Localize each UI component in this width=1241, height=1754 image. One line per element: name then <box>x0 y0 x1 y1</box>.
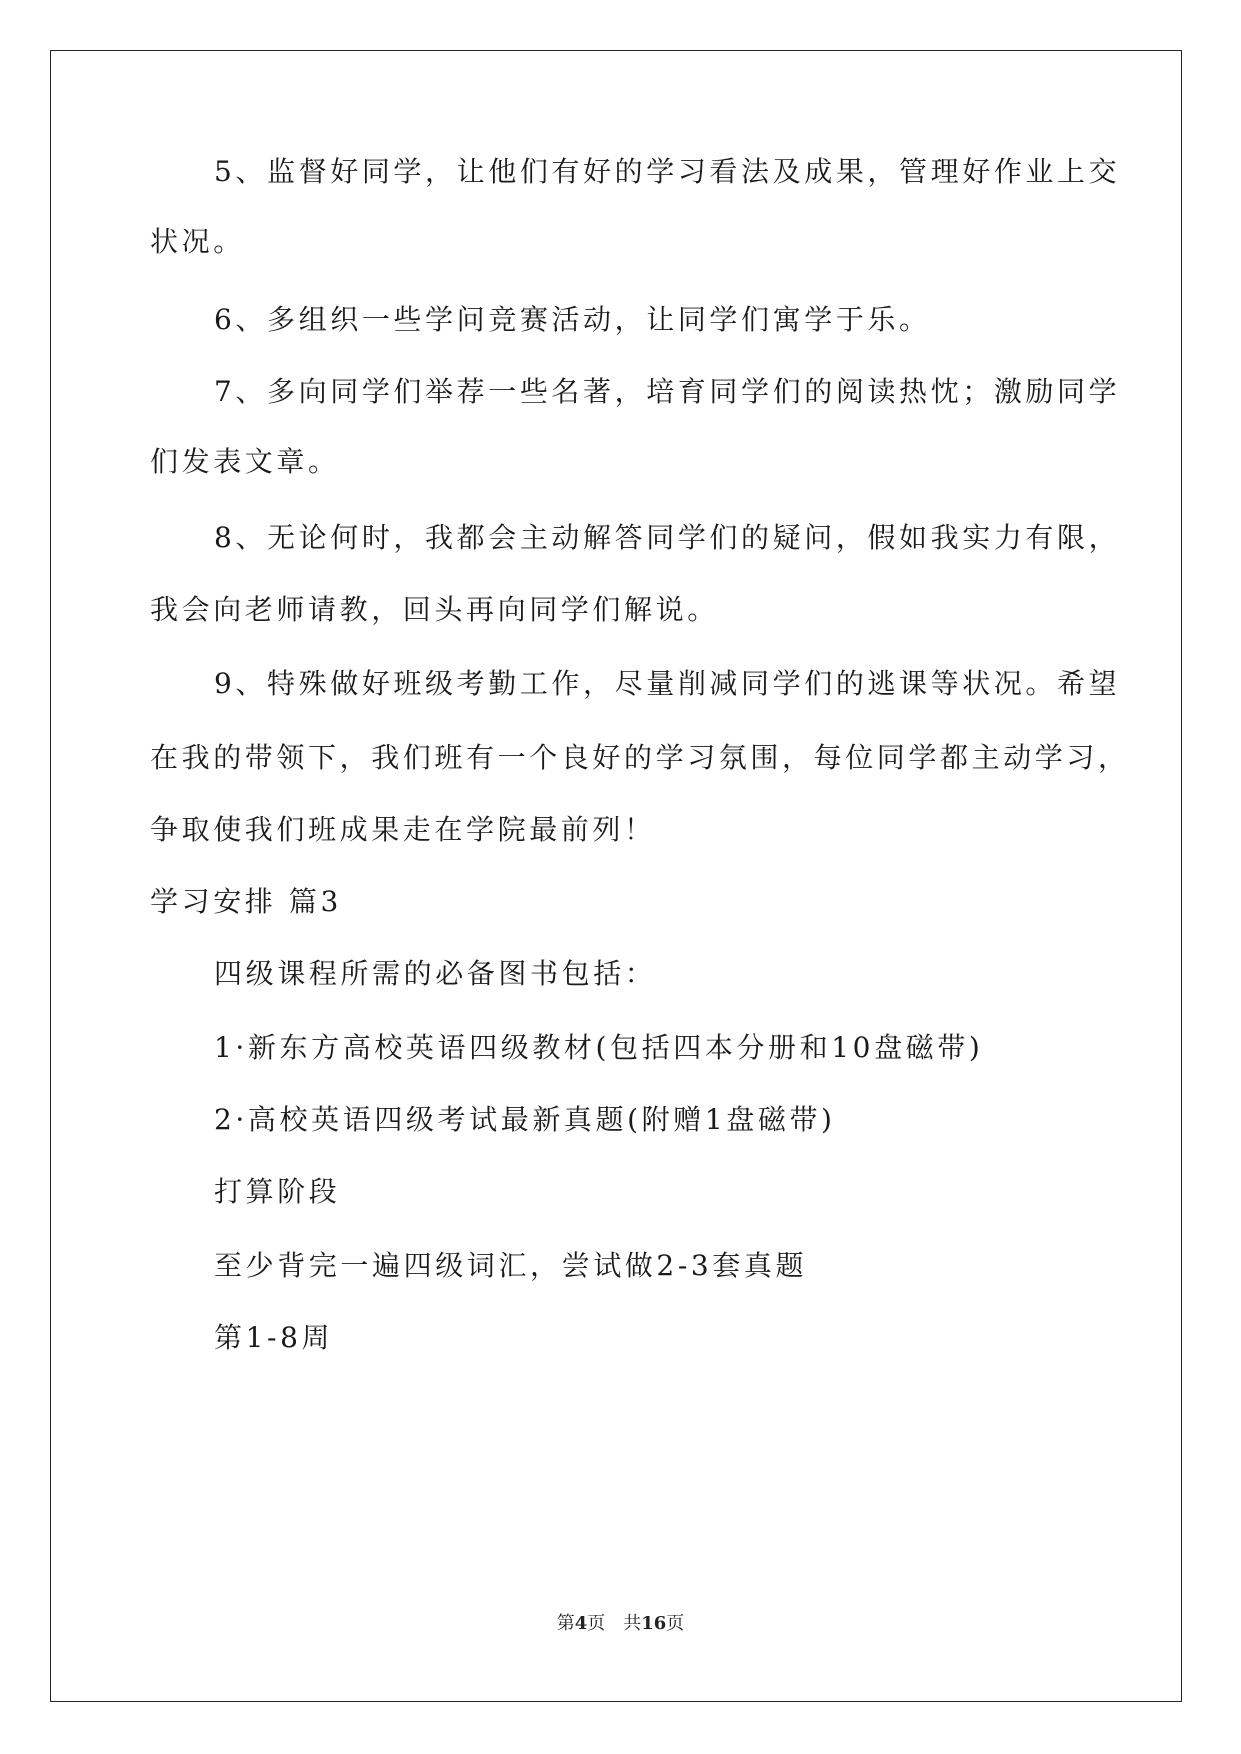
paragraph-line: 打算阶段 <box>214 1175 341 1208</box>
paragraph-line: 们发表文章。 <box>150 445 340 478</box>
paragraph-line: 争取使我们班成果走在学院最前列！ <box>150 813 656 846</box>
paragraph-line: 我会向老师请教，回头再向同学们解说。 <box>150 593 719 626</box>
section-heading: 学习安排 篇3 <box>150 885 342 918</box>
paragraph-line: 9、特殊做好班级考勤工作，尽量削减同学们的逃课等状况。希望 <box>214 667 1121 700</box>
paragraph-line: 状况。 <box>150 225 245 258</box>
list-item: 1·新东方高校英语四级教材(包括四本分册和10盘磁带) <box>214 1031 984 1064</box>
paragraph-line: 8、无论何时，我都会主动解答同学们的疑问，假如我实力有限， <box>214 521 1121 554</box>
paragraph-line: 5、监督好同学，让他们有好的学习看法及成果，管理好作业上交 <box>214 155 1121 188</box>
page-prefix: 第 <box>556 1613 575 1634</box>
page-suffix: 页 <box>587 1613 606 1634</box>
list-item: 2·高校英语四级考试最新真题(附赠1盘磁带) <box>214 1103 836 1136</box>
paragraph-line: 6、多组织一些学问竞赛活动，让同学们寓学于乐。 <box>214 303 931 336</box>
paragraph-line: 第1-8周 <box>214 1321 334 1354</box>
total-prefix: 共 <box>623 1613 642 1634</box>
paragraph-line: 7、多向同学们举荐一些名著，培育同学们的阅读热忱；激励同学 <box>214 375 1121 408</box>
page-number: 4 <box>574 1613 588 1634</box>
page-footer <box>0 1612 1241 1636</box>
paragraph-line: 在我的带领下，我们班有一个良好的学习氛围，每位同学都主动学习， <box>150 741 1130 774</box>
total-pages: 16 <box>641 1613 667 1634</box>
paragraph-line: 四级课程所需的必备图书包括： <box>214 957 657 990</box>
total-suffix: 页 <box>666 1613 685 1634</box>
page-border <box>50 50 1182 1702</box>
paragraph-line: 至少背完一遍四级词汇，尝试做2-3套真题 <box>214 1249 808 1282</box>
